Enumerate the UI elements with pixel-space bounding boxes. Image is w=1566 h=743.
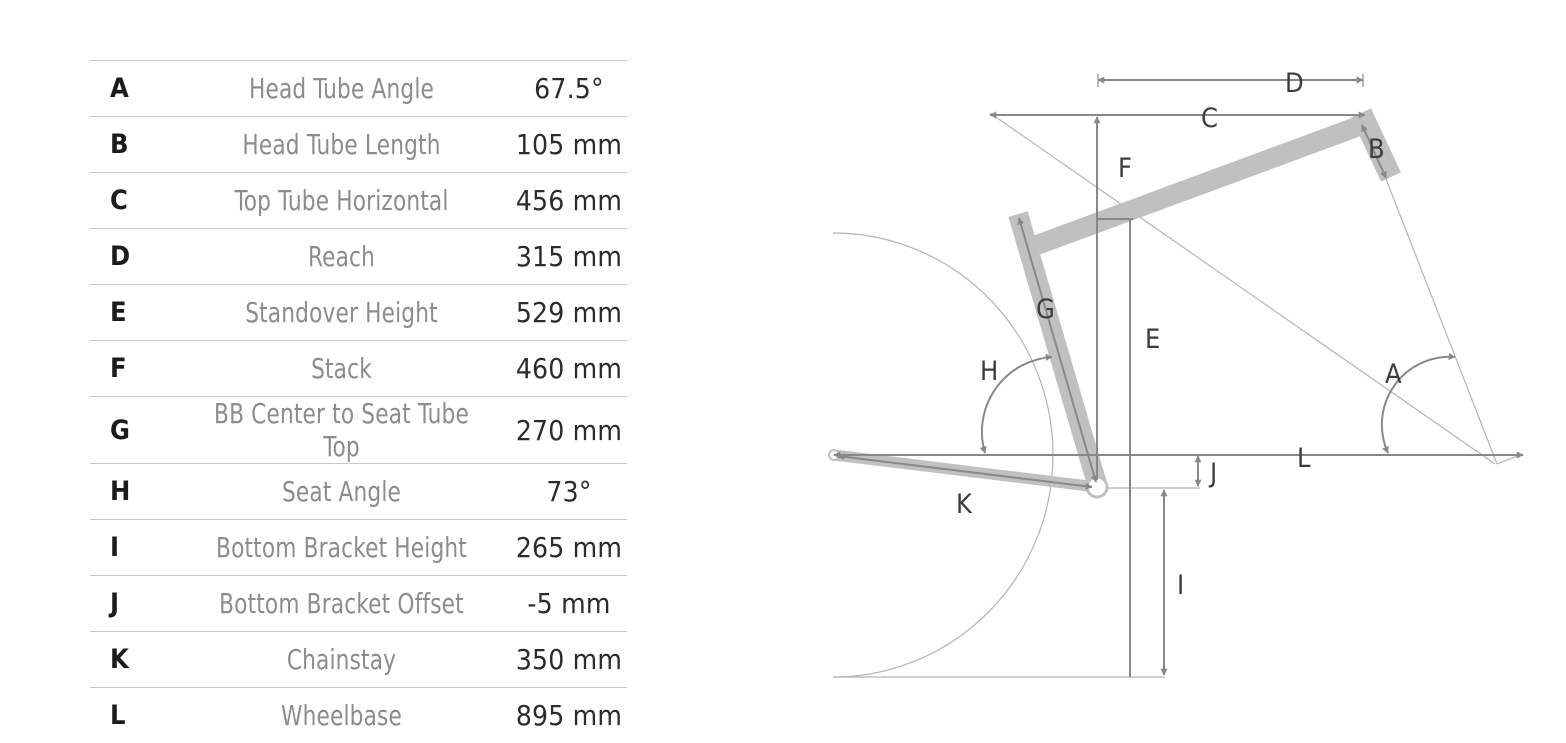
row-value: 105 mm <box>511 117 627 173</box>
row-letter: H <box>90 464 172 520</box>
row-label: Top Tube Horizontal <box>196 173 488 229</box>
label-k: K <box>956 489 973 520</box>
row-label: Stack <box>196 341 488 397</box>
frame <box>829 113 1391 497</box>
row-value: 265 mm <box>511 520 627 576</box>
row-label: Wheelbase <box>196 688 488 743</box>
row-label: Seat Angle <box>196 464 488 520</box>
dim-g <box>1019 218 1096 482</box>
row-letter: D <box>90 229 172 285</box>
label-i: I <box>1177 570 1184 601</box>
row-letter: C <box>90 173 172 229</box>
row-letter: B <box>90 117 172 173</box>
label-b: B <box>1368 134 1385 165</box>
row-value: -5 mm <box>511 576 627 632</box>
row-letter: A <box>90 61 172 117</box>
row-letter: G <box>90 397 172 464</box>
row-label: Reach <box>196 229 488 285</box>
dimension-labels <box>956 68 1402 601</box>
row-label: Standover Height <box>196 285 488 341</box>
row-label: Bottom Bracket Height <box>196 520 488 576</box>
row-value: 73° <box>511 464 627 520</box>
row-letter: F <box>90 341 172 397</box>
row-value: 529 mm <box>511 285 627 341</box>
row-value: 315 mm <box>511 229 627 285</box>
row-letter: I <box>90 520 172 576</box>
row-label: Head Tube Angle <box>196 61 488 117</box>
row-letter: E <box>90 285 172 341</box>
row-label: Head Tube Length <box>196 117 488 173</box>
row-value: 350 mm <box>511 632 627 688</box>
label-e: E <box>1145 324 1160 355</box>
row-value: 456 mm <box>511 173 627 229</box>
row-value: 460 mm <box>511 341 627 397</box>
row-value: 895 mm <box>511 688 627 743</box>
row-label: Bottom Bracket Offset <box>196 576 488 632</box>
label-f: F <box>1118 153 1132 184</box>
row-value: 67.5° <box>511 61 627 117</box>
label-d: D <box>1285 68 1304 99</box>
row-letter: K <box>90 632 172 688</box>
label-l: L <box>1297 443 1311 474</box>
label-j: J <box>1208 458 1217 489</box>
label-g: G <box>1036 294 1055 325</box>
row-letter: L <box>90 688 172 743</box>
row-label: BB Center to Seat Tube Top <box>196 397 488 464</box>
label-a: A <box>1385 359 1402 390</box>
row-letter: J <box>90 576 172 632</box>
axle-line-right <box>1497 455 1520 464</box>
dim-k <box>838 456 1092 487</box>
row-value: 270 mm <box>511 397 627 464</box>
label-h: H <box>980 356 998 387</box>
row-label: Chainstay <box>196 632 488 688</box>
label-c: C <box>1201 103 1218 134</box>
top-tube <box>1037 122 1370 245</box>
